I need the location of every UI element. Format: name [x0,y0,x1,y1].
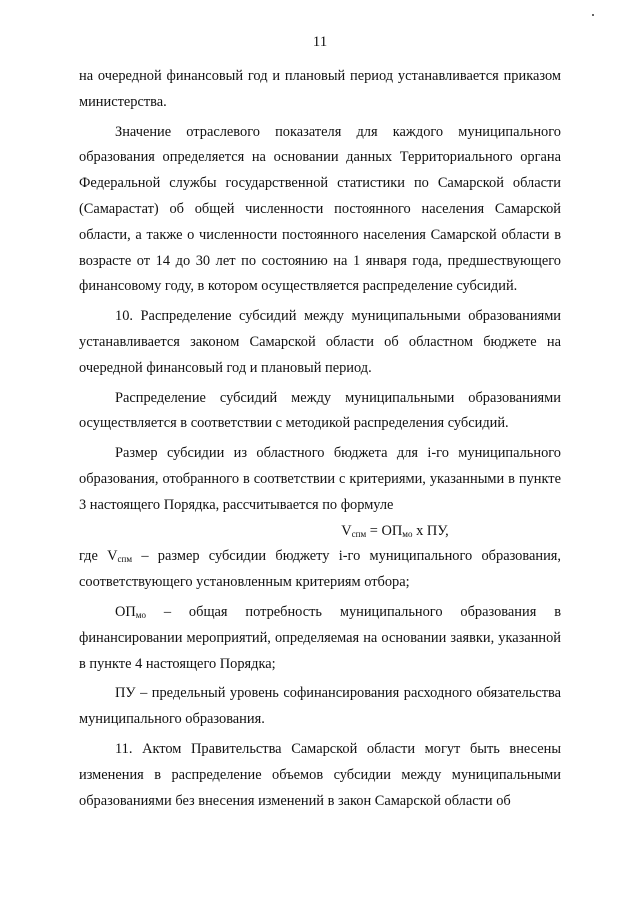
definition-v-text: – размер субсидии бюджету i-го муниципального образования, соответствующего установленным критериям отбора; [79,548,561,591]
definition-op-sub: мо [135,609,146,620]
definition-pu: ПУ – предельный уровень софинансирования расходного обязательства муниципального образования. [79,685,561,728]
subsidy-formula [79,519,561,545]
paragraph-10-distribution: 10. Распределение субсидий между муниципальными образованиями устанавливается законом Самарской области об областном бюджете на очередной финансовый год и плановый период. [79,308,561,376]
definition-op-term: ОП [115,603,136,620]
definition-v-prefix: где V [79,548,118,565]
paragraph-subsidy-size: Размер субсидии из областного бюджета для i-го муниципального образования, отобранного в соответствии с критериями, указанными в пункте 3 настоящего Порядка, рассчитывается по формуле [79,445,561,513]
document-body [79,64,561,814]
paragraph-indicator-value: Значение отраслевого показателя для каждого муниципального образования определяется на основании данных Территориального органа Федеральной службы государственной статистики по Самарской области (Самарастат) об общей численности постоянного населения Самарской области, а также о численности постоянного населения Самарской области в возрасте от 14 до 30 лет по состоянию на 1 января года, предшествующего финансовому году, в котором осуществляется распределение субсидий. [79,123,561,295]
definition-v [79,544,561,596]
formula-lhs: V [341,522,352,539]
formula-eq: = ОП [366,522,403,539]
scan-speck [592,14,594,16]
formula-lhs-sub: спм [351,528,367,539]
paragraph-11-amendments: 11. Актом Правительства Самарской области могут быть внесены изменения в распределение объемов субсидии между муниципальными образованиями без внесения изменений в закон Самарской области об [79,740,561,809]
definition-op [79,600,561,677]
paragraph-continuation: на очередной финансовый год и плановый период устанавливается приказом министерства. [79,68,561,110]
definition-v-sub: спм [117,554,133,565]
page-number: 11 [312,34,328,50]
formula-op-sub: мо [402,528,413,539]
formula-rhs: x ПУ, [412,522,449,539]
paragraph-distribution-method: Распределение субсидий между муниципальными образованиями осуществляется в соответствии с методикой распределения субсидий. [79,389,561,432]
definition-op-text: – общая потребность муниципального образования в финансировании мероприятий, определяемая на основании заявки, указанной в пункте 4 настоящего Порядка; [79,603,561,672]
